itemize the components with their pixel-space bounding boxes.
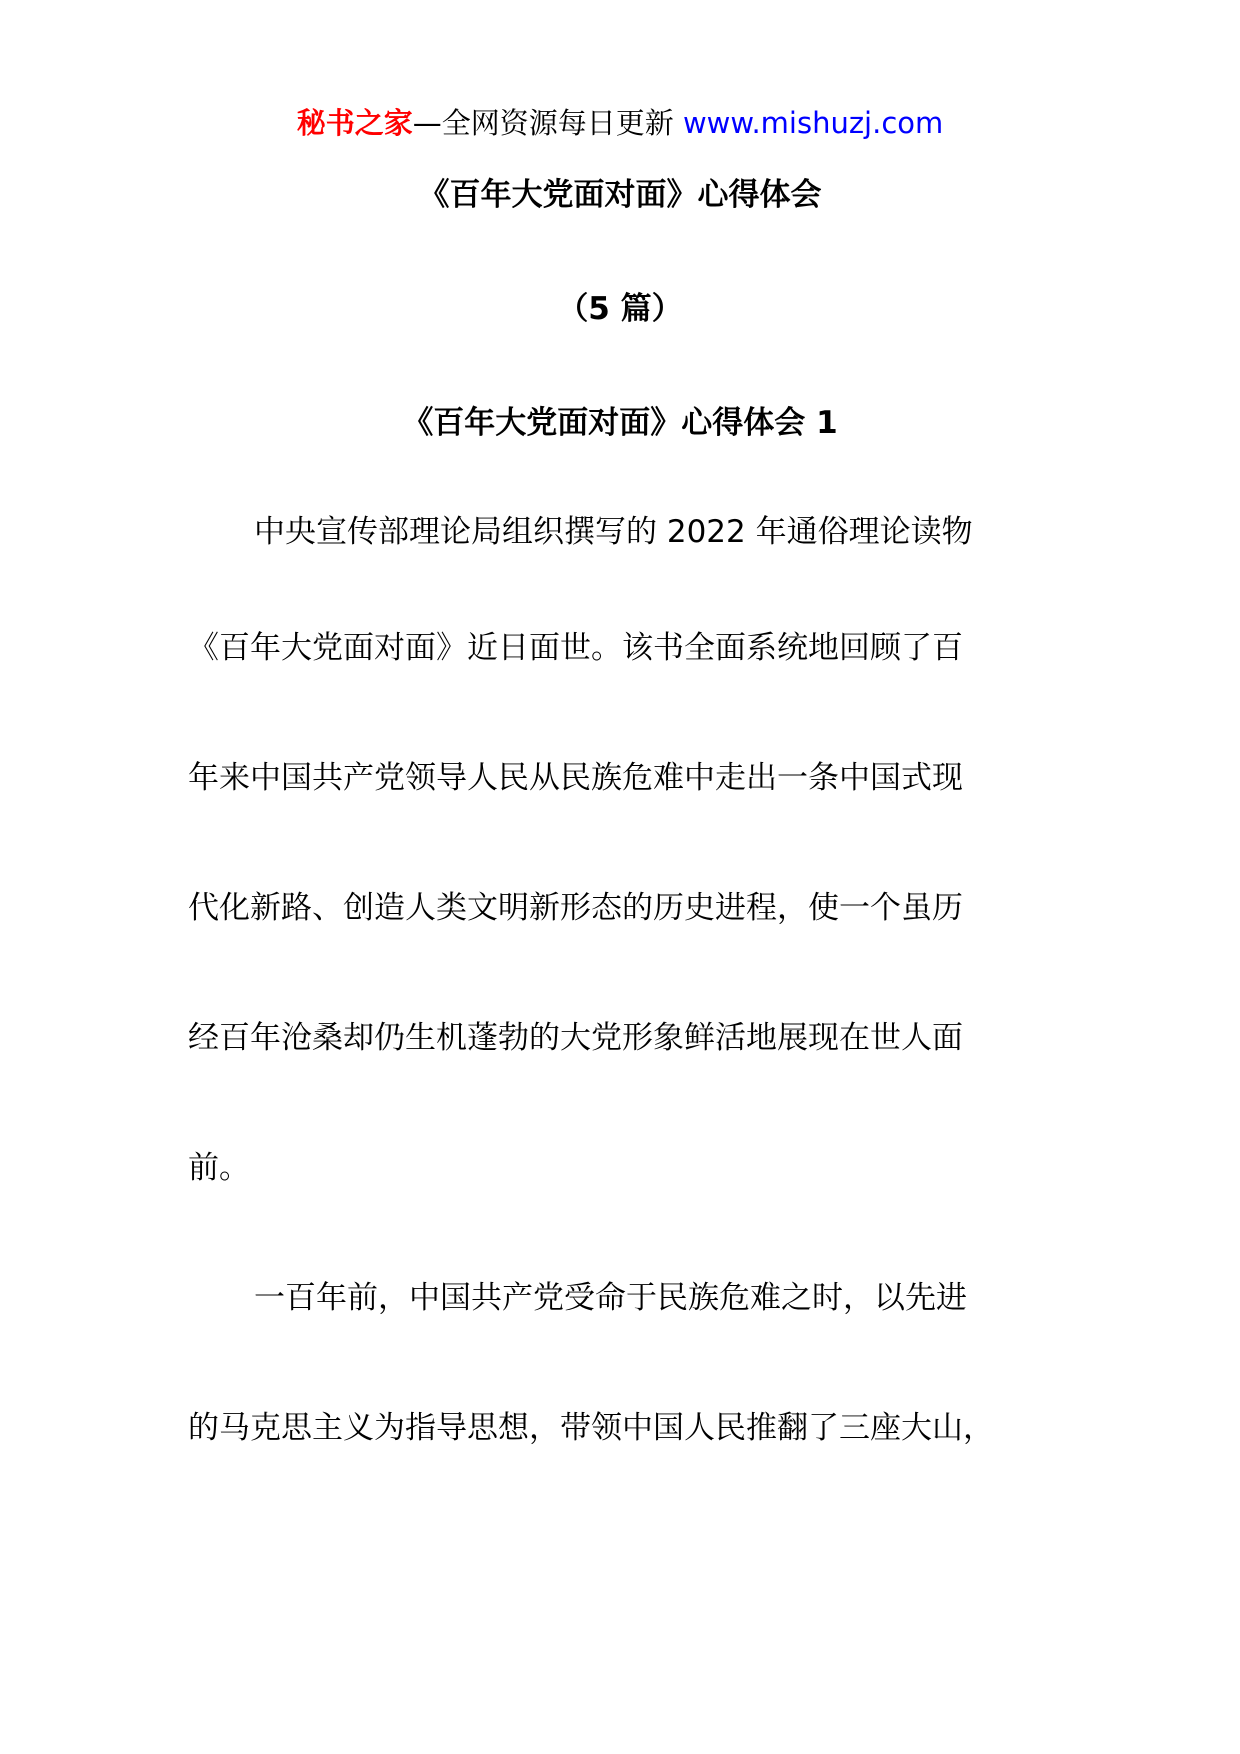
paragraph-line: 代化新路、创造人类文明新形态的历史进程，使一个虽历 <box>188 890 963 926</box>
document-count: （5 篇） <box>557 291 683 327</box>
paragraph-line: 一百年前，中国共产党受命于民族危难之时，以先进 <box>254 1280 967 1316</box>
header-tagline: —全网资源每日更新 <box>412 106 674 140</box>
paragraph-line: 的马克思主义为指导思想，带领中国人民推翻了三座大山， <box>188 1410 994 1446</box>
paragraph-line: 经百年沧桑却仍生机蓬勃的大党形象鲜活地展现在世人面 <box>188 1020 963 1056</box>
section-title: 《百年大党面对面》心得体会 1 <box>402 405 838 441</box>
paragraph-line: 年来中国共产党领导人民从民族危难中走出一条中国式现 <box>188 760 963 796</box>
paragraph-line: 《百年大党面对面》近日面世。该书全面系统地回顾了百 <box>188 630 963 666</box>
site-header <box>0 103 1240 143</box>
brand-name: 秘书之家 <box>296 106 413 140</box>
paragraph-line: 前。 <box>188 1150 250 1186</box>
document-title: 《百年大党面对面》心得体会 <box>418 177 822 213</box>
paragraph-line: 中央宣传部理论局组织撰写的 2022 年通俗理论读物 <box>254 514 973 550</box>
site-url-link[interactable]: www.mishuzj.com <box>682 106 944 140</box>
